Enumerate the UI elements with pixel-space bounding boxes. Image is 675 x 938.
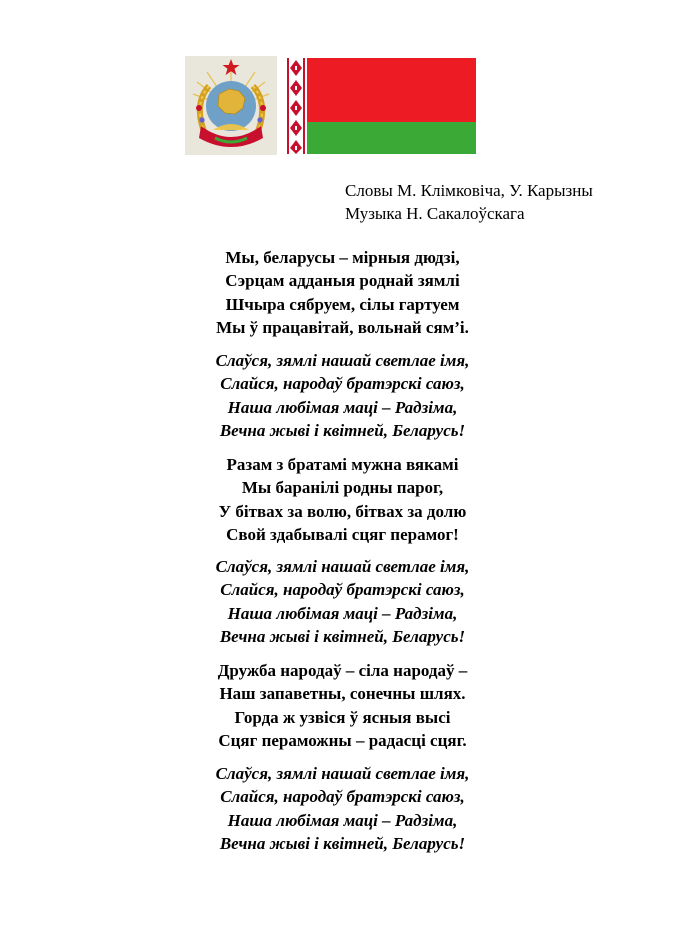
verse-2 (0, 453, 675, 546)
flag-ornament (285, 58, 307, 154)
verse-line: У бітвах за волю, бітвах за долю (218, 501, 467, 521)
verse-line: Разам з братамі мужна вякамі (226, 455, 459, 474)
chorus-line: Наша любімая маці – Радзіма, (227, 810, 458, 830)
chorus-2 (0, 555, 675, 648)
chorus-line: Наша любімая маці – Радзіма, (227, 603, 458, 623)
verse-line: Мы ў працавітай, вольнай сям’і. (216, 317, 469, 337)
chorus-line: Слаўся, зямлі нашай светлае імя, (215, 764, 470, 783)
verse-line: Мы, беларусы – мірныя дюдзі, (225, 248, 460, 267)
chorus-line: Наша любімая маці – Радзіма, (227, 397, 458, 417)
verse-line: Шчыра сябруем, сілы гартуем (225, 294, 460, 314)
flag-icon (285, 58, 476, 154)
verse-line: Сэрцам адданыя роднай зямлі (225, 271, 460, 291)
verse-line: Свой здабывалі сцяг перамог! (226, 524, 459, 544)
verse-line: Дружба народаў – сіла народаў – (217, 661, 468, 680)
flag-green-stripe (307, 122, 476, 154)
chorus-line: Вечна жыві і квітней, Беларусь! (219, 833, 466, 853)
verse-1 (0, 246, 675, 339)
verse-line: Наш запаветны, сонечны шлях. (219, 684, 466, 704)
lyrics-credit: Словы М. Клімковіча, У. Карызны (345, 181, 593, 200)
flag-red-stripe (307, 58, 476, 122)
credits (345, 179, 593, 225)
verse-line: Мы баранілі родны парог, (241, 478, 444, 498)
chorus-line: Вечна жыві і квітней, Беларусь! (219, 420, 466, 440)
coat-of-arms-icon (185, 56, 277, 155)
music-credit: Музыка Н. Сакалоўскага (345, 204, 525, 223)
chorus-line: Слайся, народаў братэрскі саюз, (220, 580, 465, 600)
verse-line: Горда ж узвіся ў ясныя высі (234, 707, 451, 727)
verse-3 (0, 659, 675, 752)
chorus-line: Слаўся, зямлі нашай светлае імя, (215, 351, 470, 370)
chorus-line: Слайся, народаў братэрскі саюз, (220, 787, 465, 807)
chorus-line: Слаўся, зямлі нашай светлае імя, (215, 557, 470, 576)
chorus-1 (0, 349, 675, 442)
flag-field (307, 58, 476, 154)
chorus-3 (0, 762, 675, 855)
chorus-line: Слайся, народаў братэрскі саюз, (220, 374, 465, 394)
chorus-line: Вечна жыві і квітней, Беларусь! (219, 626, 466, 646)
verse-line: Сцяг пераможны – радасці сцяг. (218, 730, 467, 750)
